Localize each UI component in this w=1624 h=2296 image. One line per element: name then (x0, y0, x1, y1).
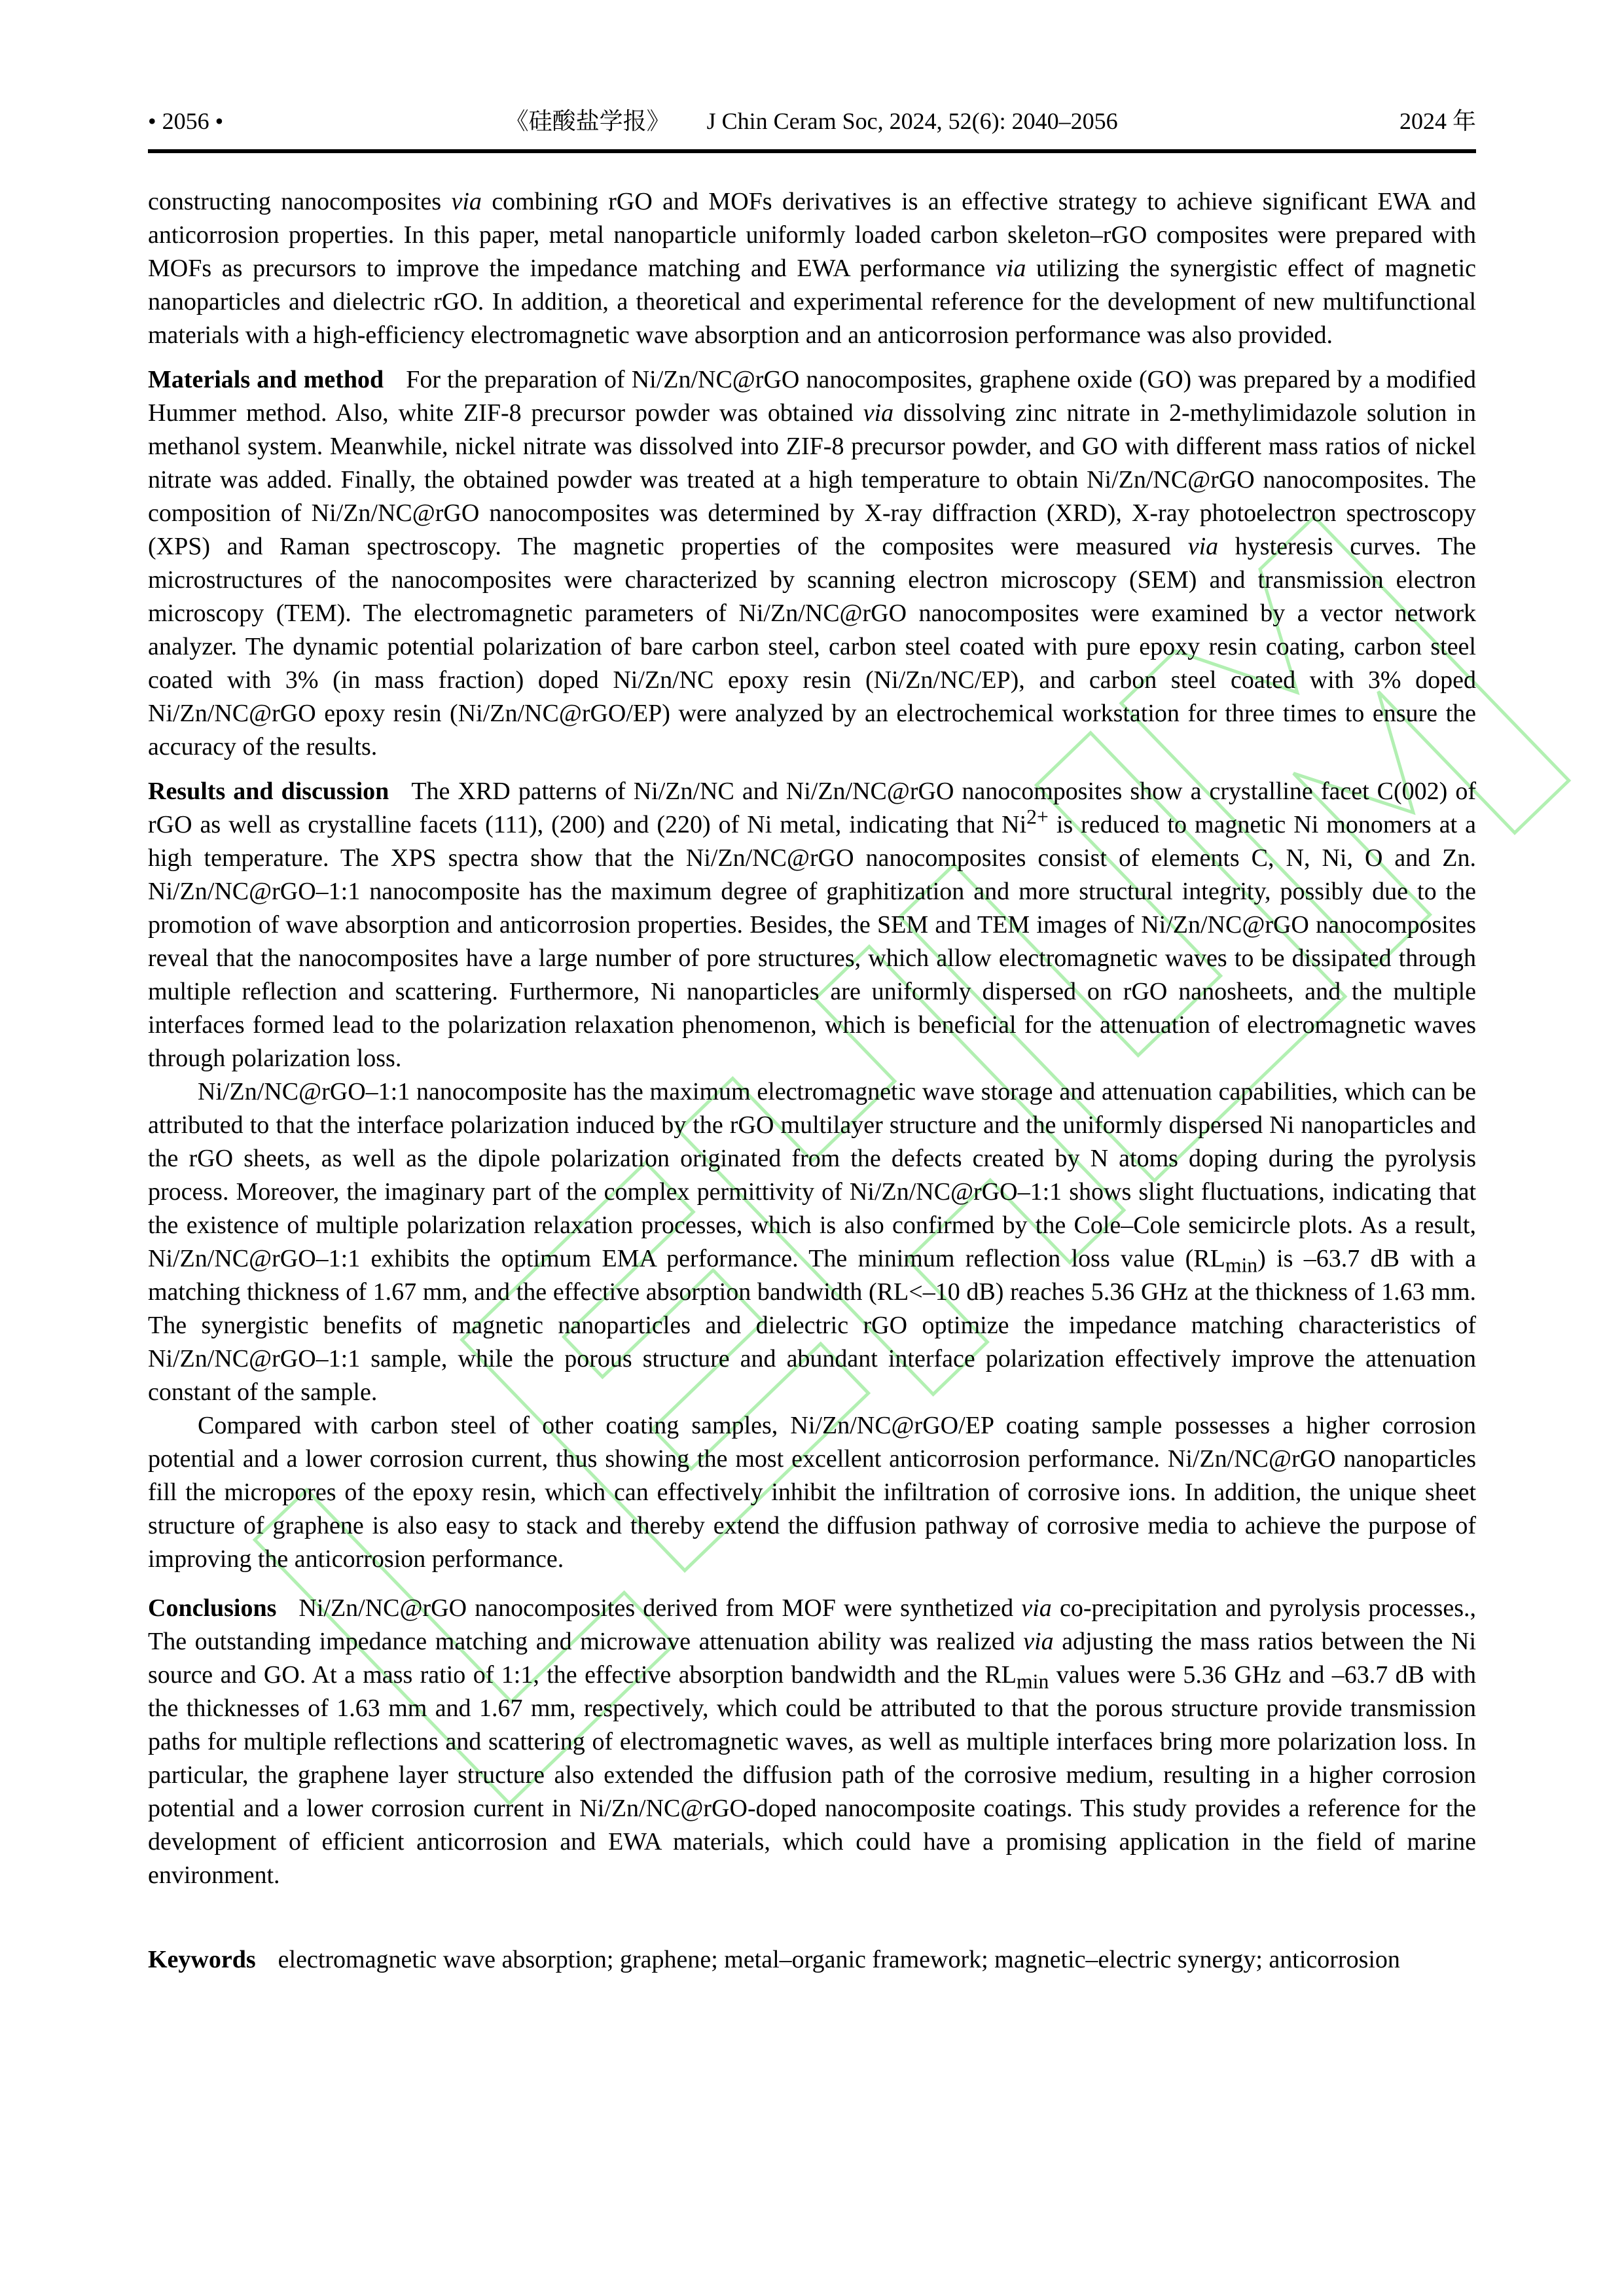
keywords-text: electromagnetic wave absorption; graphene; metal–organic framework; magnetic–electric synergy; anticorrosion (278, 1946, 1400, 1973)
paragraph-text: constructing nanocomposites via combining rGO and MOFs derivatives is an effective strategy to achieve significant EWA and anticorrosion properties. In this paper, metal nanoparticle uniformly loaded carbon skeleton–rGO composites were prepared with MOFs as precursors to improve the impedance matching and EWA performance via utilizing the synergistic effect of magnetic nanoparticles and dielectric rGO. In addition, a theoretical and experimental reference for the development of new multifunctional materials with a high-efficiency electromagnetic wave absorption and an anticorrosion performance was also provided. (148, 188, 1477, 349)
running-head (148, 107, 1476, 135)
paragraph-materials-and-method (148, 363, 1476, 764)
journal-title-group (505, 107, 1118, 135)
paragraph-text: The XRD patterns of Ni/Zn/NC and Ni/Zn/NC@rGO nanocomposites show a crystalline facet C(002) of rGO as well as crystalline facets (111), (200) and (220) of Ni metal, indicating that $Ni^{2+}$ is reduced to magnetic Ni monomers at a high temperature. The XPS spectra show that the Ni/Zn/NC@rGO nanocomposites consist of elements C, N, Ni, O and Zn. Ni/Zn/NC@rGO–1:1 nanocomposite has the maximum degree of graphitization and more structural integrity, possibly due to the promotion of wave absorption and anticorrosion properties. Besides, the SEM and TEM images of Ni/Zn/NC@rGO nanocomposites reveal that the nanocomposites have a large number of pore structures, which allow electromagnetic waves to be dissipated through multiple reflection and scattering. Furthermore, Ni nanoparticles are uniformly dispersed on rGO nanosheets, and the multiple interfaces formed lead to the polarization relaxation phenomenon, which is beneficial for the attenuation of electromagnetic waves through polarization loss. (148, 778, 1477, 1072)
page-body (148, 185, 1476, 1977)
keywords-label: Keywords (148, 1946, 256, 1973)
paragraph-intro (148, 185, 1476, 352)
keywords-line (148, 1943, 1476, 1977)
paragraph-anticorrosion (148, 1409, 1476, 1576)
page-number: • 2056 • (148, 108, 224, 134)
paragraph-results-and-discussion (148, 775, 1476, 1075)
header-rule (148, 149, 1476, 153)
paragraph-ema-performance (148, 1075, 1476, 1409)
paragraph-conclusions (148, 1592, 1476, 1892)
paragraph-text: Ni/Zn/NC@rGO–1:1 nanocomposite has the maximum electromagnetic wave storage and attenuation capabilities, which can be attributed to that the interface polarization induced by the rGO multilayer structure and the uniformly dispersed Ni nanoparticles and the rGO sheets, as well as the dipole polarization originated from the defects created by N atoms doping during the pyrolysis process. Moreover, the imaginary part of the complex permittivity of Ni/Zn/NC@rGO–1:1 shows slight fluctuations, indicating that the existence of multiple polarization relaxation processes, which is also confirmed by the Cole–Cole semicircle plots. As a result, Ni/Zn/NC@rGO–1:1 exhibits the optimum EMA performance. The minimum reflection loss value $(RL_{min})$ is –63.7 dB with a matching thickness of 1.67 mm, and the effective absorption bandwidth (RL<–10 dB) reaches 5.36 GHz at the thickness of 1.63 mm. The synergistic benefits of magnetic nanoparticles and dielectric rGO optimize the impedance matching characteristics of Ni/Zn/NC@rGO–1:1 sample, while the porous structure and abundant interface polarization effectively improve the attenuation constant of the sample. (148, 1078, 1476, 1406)
paragraph-text: Ni/Zn/NC@rGO nanocomposites derived from MOF were synthetized via co-precipitation and pyrolysis processes., The outstanding impedance matching and microwave attenuation ability was realized via adjusting the mass ratios between the Ni source and GO. At a mass ratio of 1:1, the effective absorption bandwidth and the $RL_{min}$ values were 5.36 GHz and –63.7 dB with the thicknesses of 1.63 mm and 1.67 mm, respectively, which could be attributed to that the porous structure provide transmission paths for multiple reflections and scattering of electromagnetic waves, as well as multiple interfaces bring more polarization loss. In particular, the graphene layer structure also extended the diffusion path of the corrosive medium, resulting in a higher corrosion potential and a lower corrosion current in Ni/Zn/NC@rGO-doped nanocomposite coatings. This study provides a reference for the development of efficient anticorrosion and EWA materials, which could have a promising application in the field of marine environment. (148, 1594, 1477, 1889)
section-label-materials-and-method: Materials and method (148, 366, 384, 393)
section-label-conclusions: Conclusions (148, 1594, 277, 1622)
section-label-results-and-discussion: Results and discussion (148, 778, 389, 805)
paragraph-text: Compared with carbon steel of other coating samples, Ni/Zn/NC@rGO/EP coating sample possesses a higher corrosion potential and a lower corrosion current, thus showing the most excellent anticorrosion performance. Ni/Zn/NC@rGO nanoparticles fill the micropores of the epoxy resin, which can effectively inhibit the infiltration of corrosive ions. In addition, the unique sheet structure of graphene is also easy to stack and thereby extend the diffusion pathway of corrosive media to achieve the purpose of improving the anticorrosion performance. (148, 1412, 1476, 1573)
header-year: 2024 年 (1399, 108, 1476, 134)
journal-citation: J Chin Ceram Soc, 2024, 52(6): 2040–2056 (706, 108, 1118, 134)
paragraph-text: For the preparation of Ni/Zn/NC@rGO nanocomposites, graphene oxide (GO) was prepared by a modified Hummer method. Also, white ZIF-8 precursor powder was obtained via dissolving zinc nitrate in 2-methylimidazole solution in methanol system. Meanwhile, nickel nitrate was dissolved into ZIF-8 precursor powder, and GO with different mass ratios of nickel nitrate was added. Finally, the obtained powder was treated at a high temperature to obtain Ni/Zn/NC@rGO nanocomposites. The composition of Ni/Zn/NC@rGO nanocomposites was determined by X-ray diffraction (XRD), X-ray photoelectron spectroscopy (XPS) and Raman spectroscopy. The magnetic properties of the composites were measured via hysteresis curves. The microstructures of the nanocomposites were characterized by scanning electron microscopy (SEM) and transmission electron microscopy (TEM). The electromagnetic parameters of Ni/Zn/NC@rGO nanocomposites were examined by a vector network analyzer. The dynamic potential polarization of bare carbon steel, carbon steel coated with pure epoxy resin coating, carbon steel coated with 3% (in mass fraction) doped Ni/Zn/NC epoxy resin (Ni/Zn/NC/EP), and carbon steel coated with 3% doped Ni/Zn/NC@rGO epoxy resin (Ni/Zn/NC@rGO/EP) were analyzed by an electrochemical workstation for three times to ensure the accuracy of the results. (148, 366, 1476, 761)
journal-title-chinese: 《硅酸盐学报》 (505, 108, 670, 134)
